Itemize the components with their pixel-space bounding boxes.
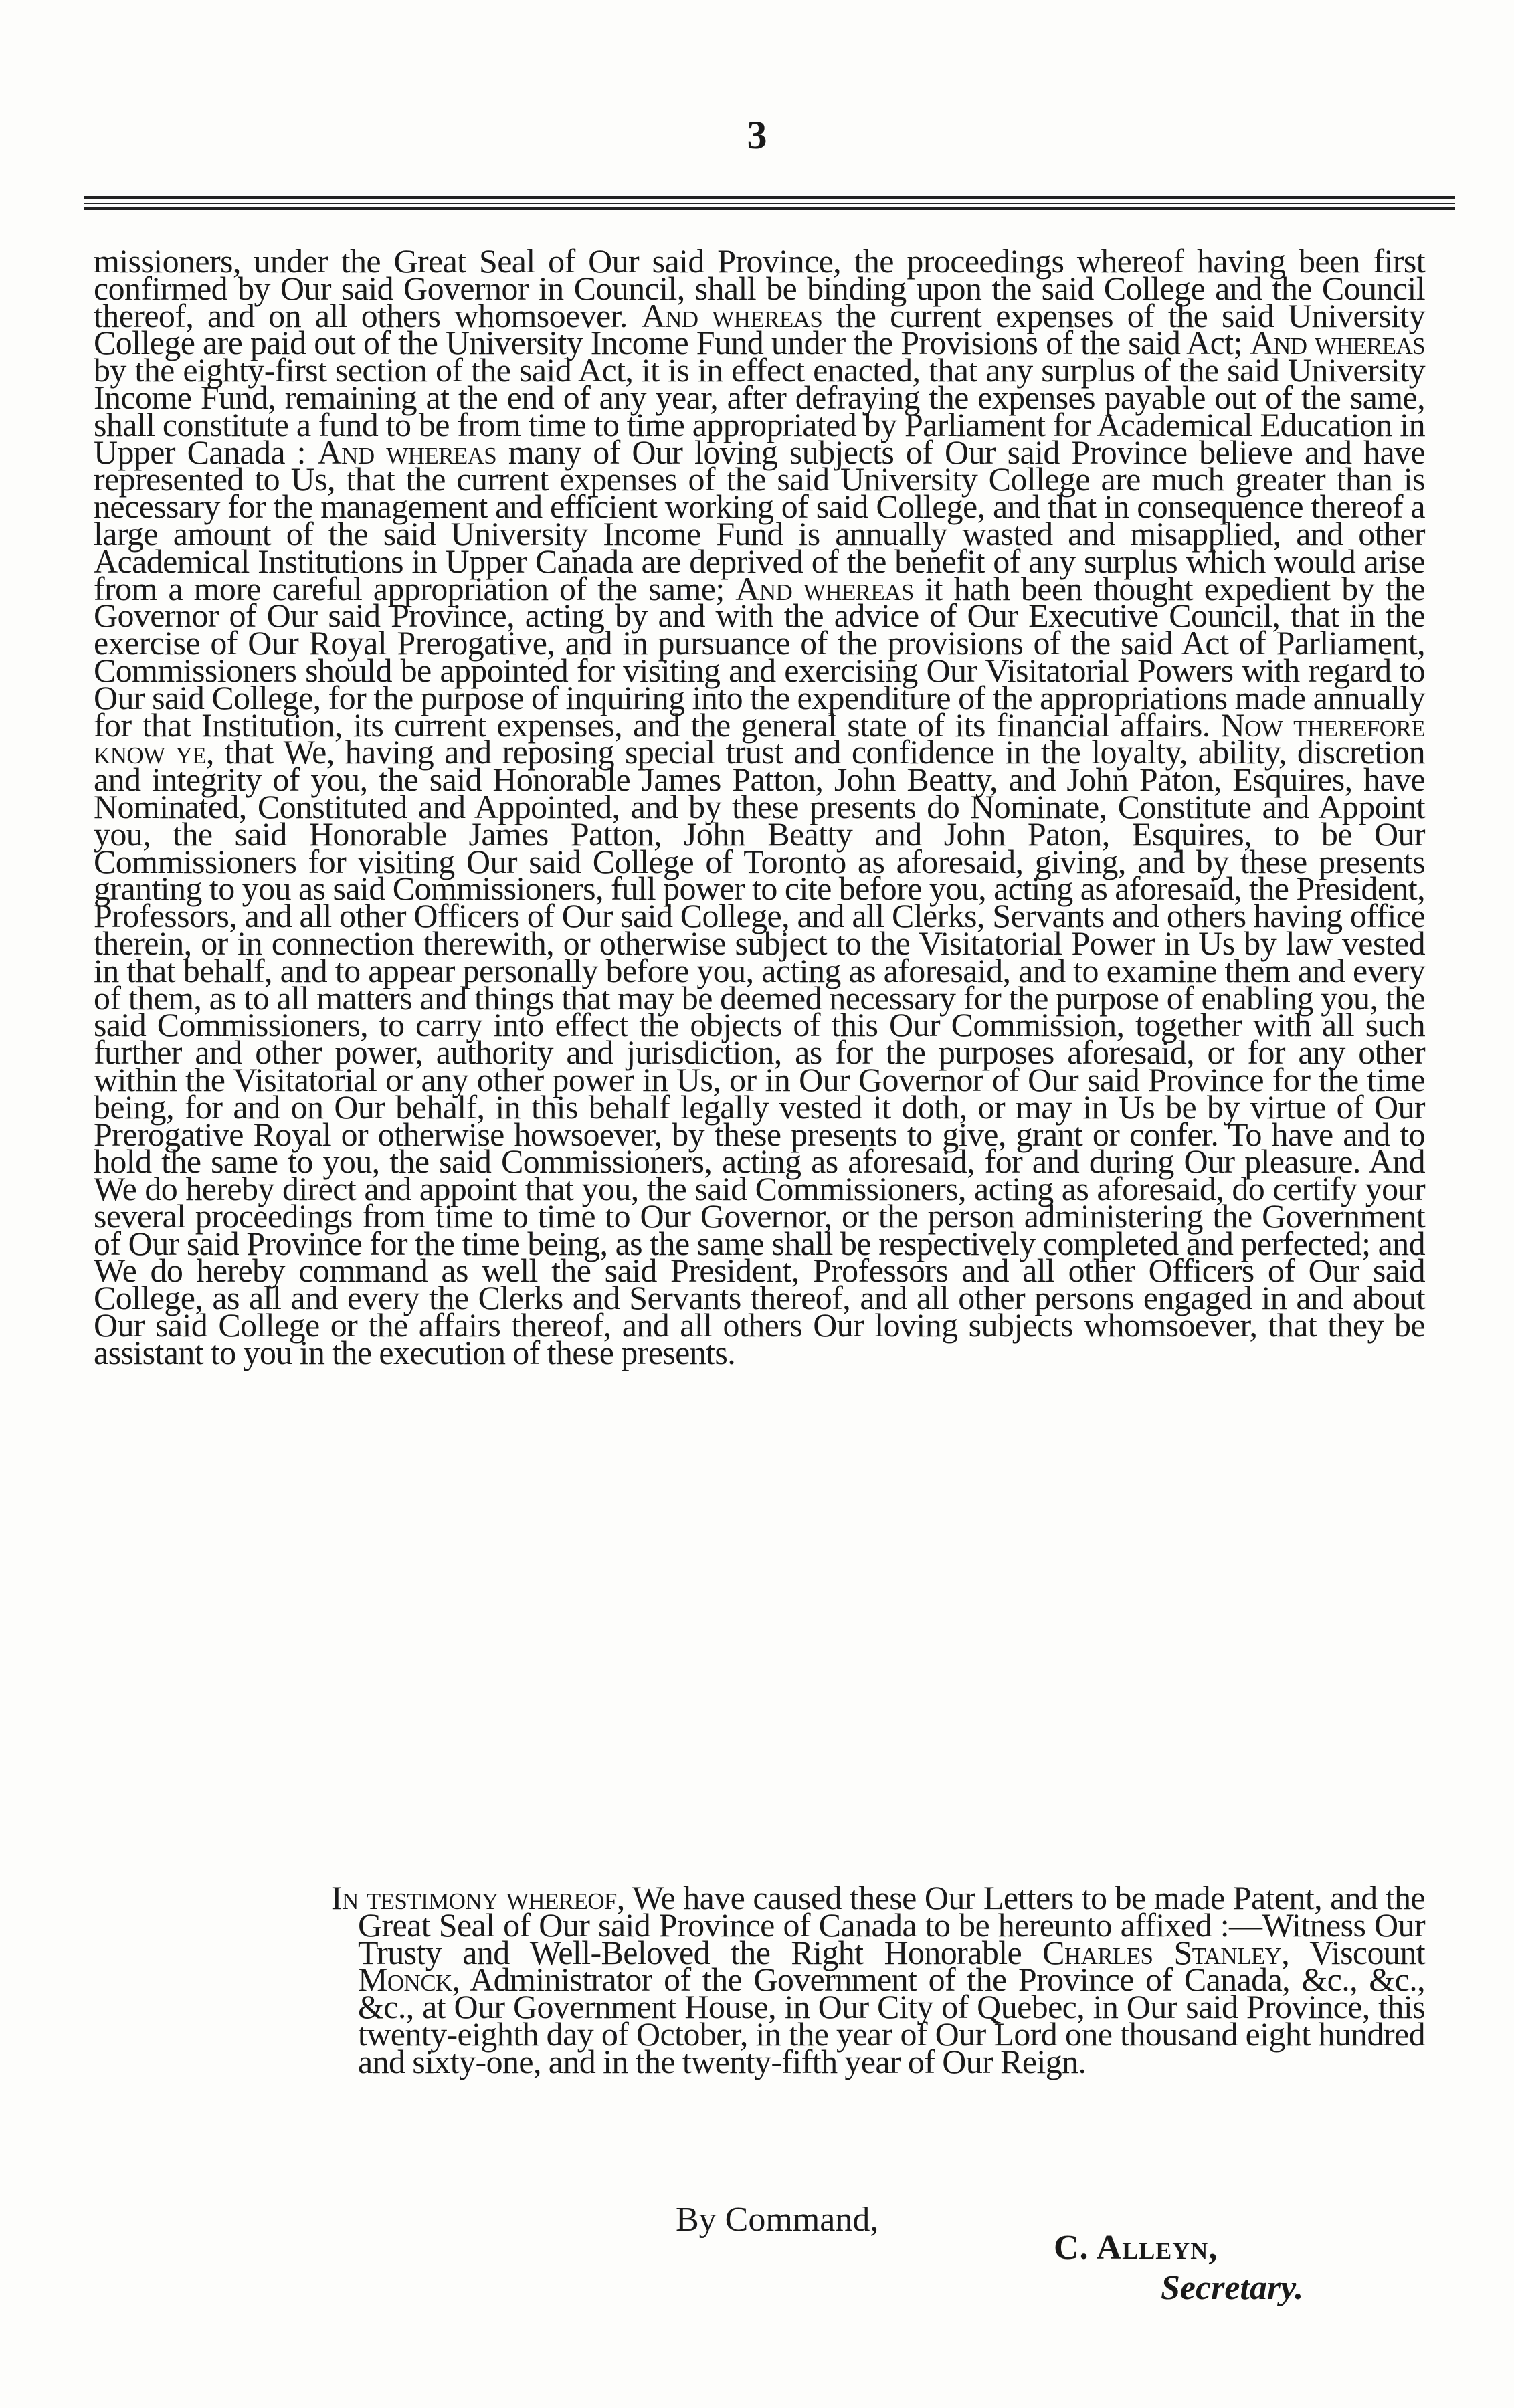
body-text-segment: that We, having and reposing special trust and confidence in the loyalty, ability, discretion and integrity of you, the said Honorable James Patton, John Beatty, and John Paton, Esquires, have Nominated, Constituted and Appointed, and by these presents do Nominate, Constitute and Appoint you, the said Honorable James Patton, John Beatty and John Paton, Esquires, to be Our Commissioners for visiting Our said College of Toronto as aforesaid, giving, and by these presents granting to you as said Commissioners, full power to cite before you, acting as aforesaid, the President, Professors, and all other Officers of Our said College, and all Clerks, Servants and others having office therein, or in connection therewith, or otherwise subject to the Visitatorial Power in Us by law vested in that behalf, and to appear personally before you, acting as aforesaid, and to examine them and every of them, as to all matters and things that may be deemed necessary for the purpose of enabling you, the said Commissioners, to carry into effect the objects of this Our Commission, together with all such further and other power, authority and jurisdiction, as for the purposes aforesaid, or for any other within the Visitatorial or any other power in Us, or in Our Governor of Our said Province for the time being, for and on Our behalf, in this behalf legally vested it doth, or may in Us be by virtue of Our Prerogative Royal or otherwise howsoever, by these presents to give, grant or confer. To have and to hold the same to you, the said Commissioners, acting as aforesaid, for and during Our pleasure. And We do hereby direct and appoint that you, the said Commissioners, acting as aforesaid, do certify your several proceedings from time to time to Our Governor, or the person administering the Government of Our said Province for the time being, as the same shall be respectively completed and perfected; and We do hereby command as well the said President, Professors and all other Officers of Our said College, as all and every the Clerks and Servants thereof, and all other persons engaged in and about Our said College or the affairs thereof, and all others Our loving subjects whomsoever, that they be assistant to you in the execution of these presents. (94, 733, 1426, 1371)
body-paragraph (94, 242, 1426, 1371)
and-whereas-heading: And whereas (641, 296, 823, 334)
testimony-text: We have caused these Our Letters to be made Patent, and the Great Seal of Our said Province of Canada to be hereunto affixed :—Witness Our Trusty and Well-Beloved the Right Honorable (358, 1879, 1425, 1971)
body-text-segment: missioners, under the Great Seal of Our said Province, the proceedings whereof having been first confirmed by Our said Governor in Council, shall be binding upon the said College and the Council thereof, and on all others whomsoever. (94, 242, 1425, 334)
page-number: 3 (747, 113, 767, 157)
body-text-segment: it hath been thought expedient by the Governor of Our said Province, acting by and with the advice of Our Executive Council, that in the exercise of Our Royal Prerogative, and in pursuance of the provisions of the said Act of Parliament, Commissioners should be appointed for visiting and exercising Our Visitatorial Powers with regard to Our said College, for the purpose of inquiring into the expenditure of the appropriations made annually for that Institution, its current expenses, and the general state of its financial affairs. (94, 569, 1426, 744)
now-therefore-heading: Now therefore know ye, (94, 706, 1426, 771)
testimony-clause (94, 1879, 1426, 2080)
header-rule (84, 196, 1455, 199)
header-rule (84, 207, 1455, 210)
testimony-paragraph (94, 1879, 1426, 2080)
and-whereas-heading: And whereas (1250, 324, 1426, 362)
body-text-segment: many of Our loving subjects of Our said Province believe and have represented to Us, that the current expenses of the said University College are much greater than is necessary for the management and efficient working of said College, and that in consequence thereof a large amount of the said University Income Fund is annually wasted and misapplied, and other Academical Institutions in Upper Canada are deprived of the benefit of any surplus which would arise from a more careful appropriation of the same; (94, 433, 1426, 607)
commission-body (94, 242, 1426, 1371)
body-text-segment: by the eighty-first section of the said Act, it is in effect enacted, that any surplus of the said University Income Fund, remaining at the end of any year, after defraying the expenses payable out of the same, shall constitute a fund to be from time to time appropriated by Parliament for Academical Education in Upper Canada : (94, 351, 1425, 471)
governor-name: Charles Stanley, (1042, 1933, 1290, 1971)
testimony-text: Viscount (1309, 1933, 1426, 1971)
by-command-line: By Command, (676, 2201, 879, 2239)
governor-title: Monck, (358, 1961, 460, 1999)
and-whereas-heading: And whereas (317, 433, 497, 471)
signatory-name: C. Alleyn, (1054, 2229, 1218, 2267)
testimony-text: Administrator of the Government of the Province of Canada, &c., &c., &c., at Our Government House, in Our City of Quebec, in Our said Province, this twenty-eighth day of October, in the year of Our Lord one thousand eight hundred and sixty-one, and in the twenty-fifth year of Our Reign. (358, 1961, 1425, 2080)
body-text-segment: the current expenses of the said University College are paid out of the University Income Fund under the Provisions of the said Act; (94, 296, 1426, 362)
signatory-title: Secretary. (1161, 2269, 1304, 2307)
and-whereas-heading: And whereas (735, 569, 914, 607)
header-rule (84, 203, 1455, 204)
testimony-heading: In testimony whereof, (331, 1879, 625, 1916)
